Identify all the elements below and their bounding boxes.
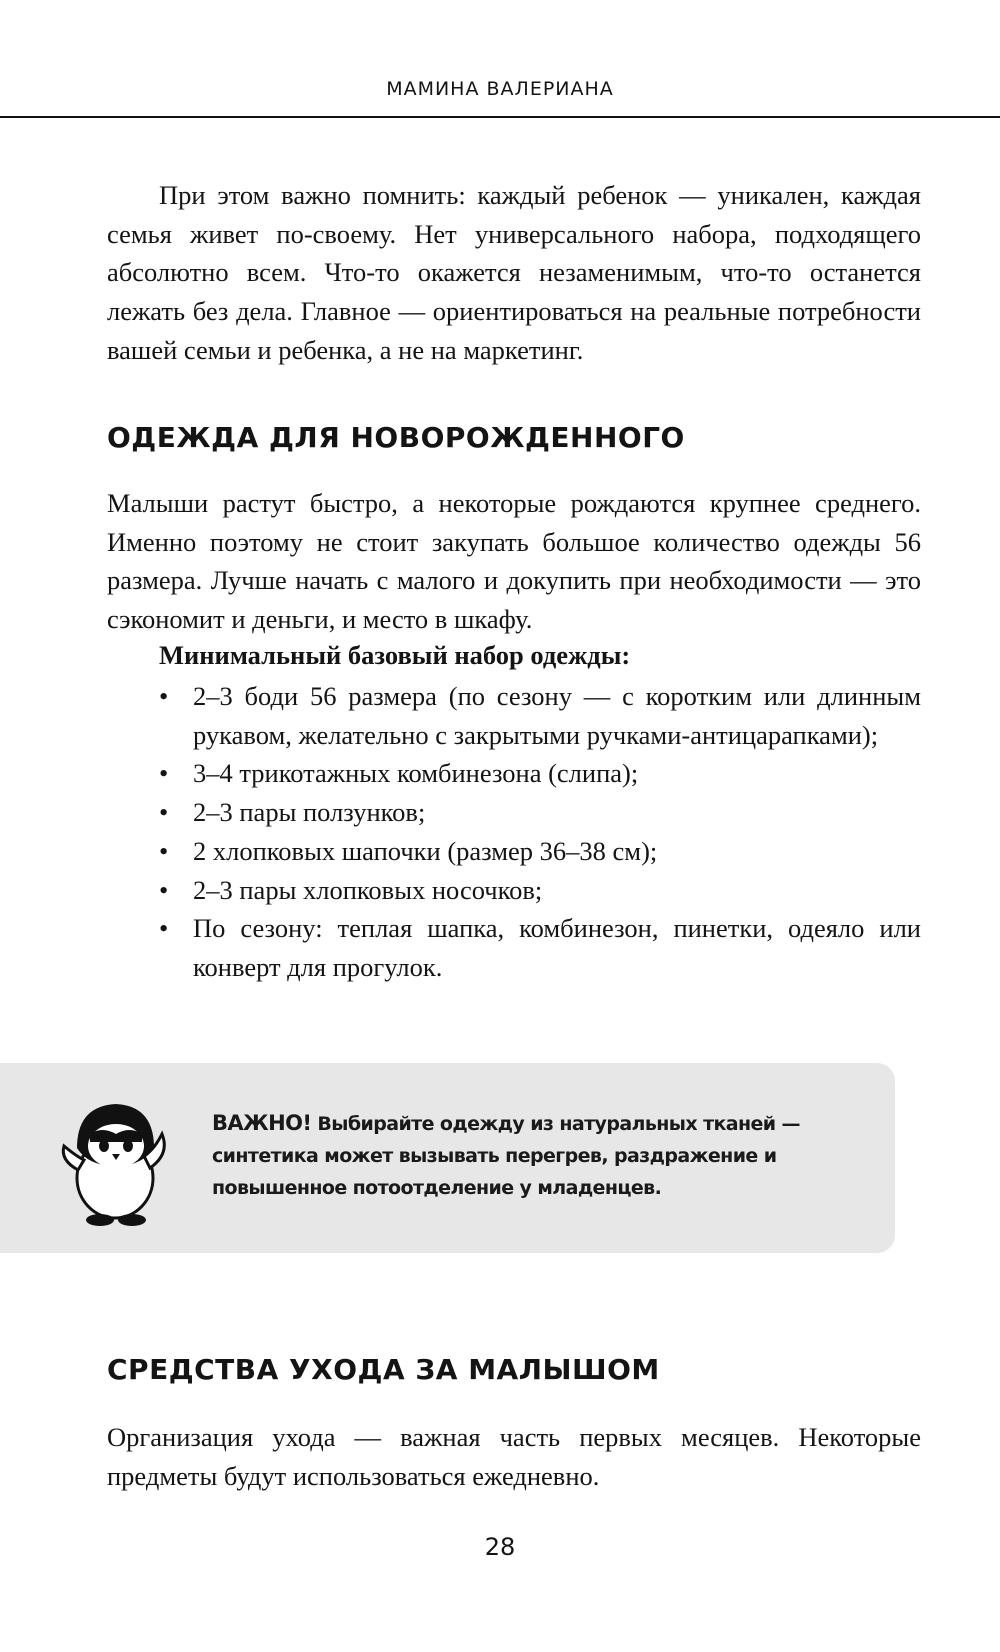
clothing-paragraph: Малыши растут быстро, а некоторые рождаются крупнее среднего. Именно поэтому не стоит закупать большое количество одежды 56 размера. Лучше начать с малого и докупить при необходимости — это сэкономит и деньги, и место в шкафу. [107,488,921,635]
clothing-list [107,677,921,987]
care-paragraph: Организация ухода — важная часть первых месяцев. Некоторые предметы будут использоваться ежедневно. [107,1422,921,1491]
list-item: • 3–4 трикотажных комбинезона (слипа); [107,754,921,793]
intro-paragraph: При этом важно помнить: каждый ребенок — уникален, каждая семья живет по-своему. Нет универсального набора, подходящего абсолютно всем. Что-то окажется незаменимым, что-то останется лежать без дела. Главное — ориентироваться на реальные потребности вашей семьи и ребенка, а не на маркетинг. [107,180,921,365]
list-item: • 2 хлопковых шапочки (размер 36–38 см); [107,832,921,871]
page-number: 28 [484,1533,516,1561]
list-item: • 2–3 боди 56 размера (по сезону — с коротким или длинным рукавом, желательно с закрытыми ручками-антицарапками); [107,677,921,754]
list-item: • 2–3 пары ползунков; [107,793,921,832]
note-label: ВАЖНО! [212,1111,312,1135]
penguin-icon [50,1090,180,1230]
list-item: • 2–3 пары хлопковых носочков; [107,871,921,910]
header-divider [0,116,1000,118]
clothing-list-title: Минимальный базовый набор одежды: [159,640,631,670]
important-note-text [212,1107,862,1204]
section-heading-care: СРЕДСТВА УХОДА ЗА МАЛЫШОМ [107,1353,660,1386]
section-heading-clothing: ОДЕЖДА ДЛЯ НОВОРОЖДЕННОГО [107,421,685,454]
note-body: Выбирайте одежду из натуральных тканей — синтетика может вызывать перегрев, раздражение и повышенное потоотделение у младенцев. [212,1113,800,1199]
list-item: • По сезону: теплая шапка, комбинезон, пинетки, одеяло или конверт для прогулок. [107,909,921,986]
running-head: МАМИНА ВАЛЕРИАНА [386,78,614,100]
